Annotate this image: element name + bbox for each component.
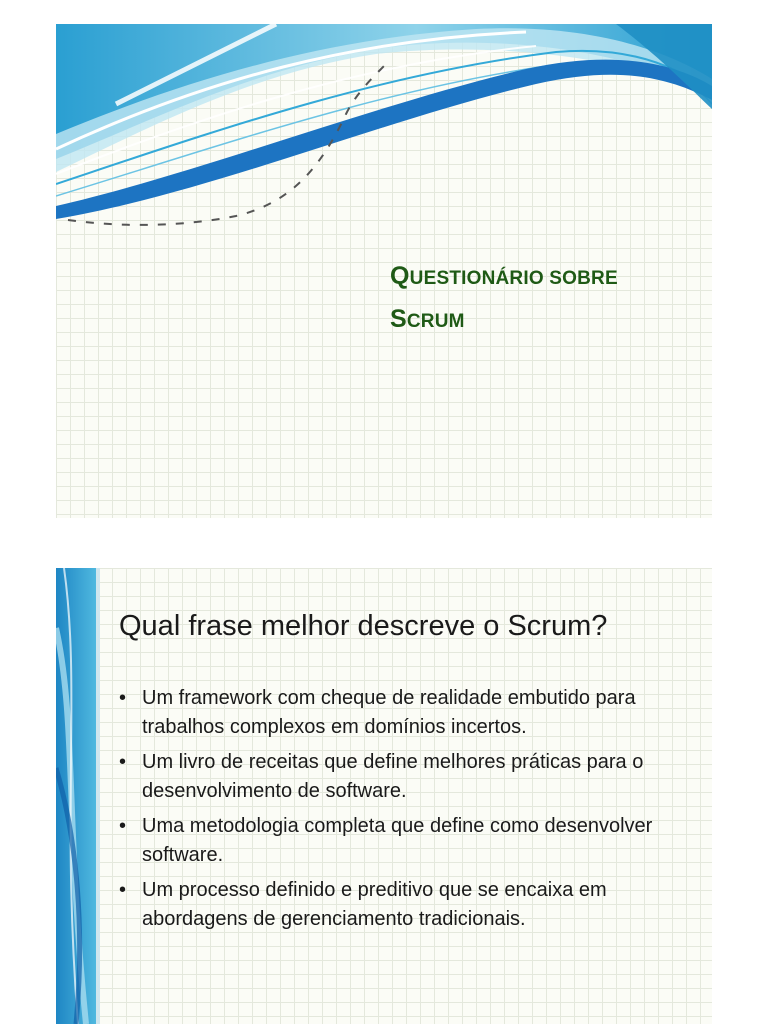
title-rest-2: CRUM (406, 311, 465, 332)
bullet-icon: • (119, 879, 127, 901)
slide-title (390, 256, 618, 342)
title-cap-s: S (390, 305, 407, 333)
wave-decoration (56, 24, 712, 244)
bullet-icon: • (119, 815, 127, 837)
answer-text: Um framework com cheque de realidade embutido para trabalhos complexos em domínios incertos. (142, 687, 636, 738)
answer-option-2 (119, 748, 709, 806)
title-line-2 (390, 299, 618, 342)
answer-option-3 (119, 812, 709, 870)
bullet-icon: • (119, 751, 127, 773)
question-title: Qual frase melhor descreve o Scrum? (119, 610, 608, 642)
answer-list (119, 684, 709, 940)
side-wave-decoration (56, 568, 100, 1024)
question-slide (56, 568, 712, 1024)
answer-text: Um livro de receitas que define melhores práticas para o desenvolvimento de software. (142, 751, 644, 802)
answer-text: Uma metodologia completa que define como desenvolver software. (142, 815, 653, 866)
title-line-1 (390, 256, 618, 299)
title-rest-1: UESTIONÁRIO SOBRE (409, 268, 618, 289)
answer-option-1 (119, 684, 709, 742)
bullet-icon: • (119, 687, 127, 709)
title-slide (56, 24, 712, 518)
answer-text: Um processo definido e preditivo que se encaixa em abordagens de gerenciamento tradicionais. (142, 879, 607, 930)
title-cap-q: Q (390, 262, 410, 290)
answer-option-4 (119, 876, 709, 934)
